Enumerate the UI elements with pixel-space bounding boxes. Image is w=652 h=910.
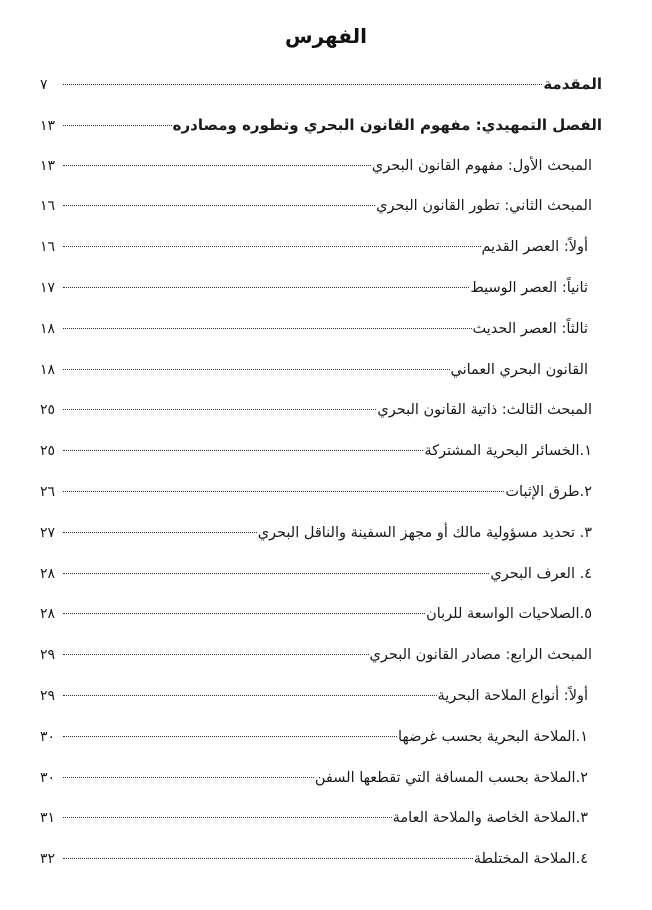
toc-entry-title: المبحث الرابع: مصادر القانون البحري bbox=[369, 647, 592, 664]
toc-entry-page-number: ١٣ bbox=[40, 157, 56, 174]
toc-entry-page-number: ٢٧ bbox=[40, 524, 56, 541]
toc-entry-page-number: ٣١ bbox=[40, 810, 56, 827]
toc-entry-title: المبحث الثاني: تطور القانون البحري bbox=[376, 198, 592, 215]
toc-entry-title: ثالثاً: العصر الحديث bbox=[472, 320, 588, 337]
dot-leader bbox=[63, 125, 172, 126]
toc-entry[interactable] bbox=[40, 635, 602, 676]
toc-entry-page-number: ٣٠ bbox=[40, 769, 56, 786]
toc-entry-title: المقدمة bbox=[543, 75, 602, 93]
toc-entry[interactable] bbox=[40, 758, 602, 799]
toc-entry[interactable] bbox=[40, 105, 602, 146]
toc-entry-title: القانون البحري العماني bbox=[450, 361, 588, 378]
toc-entry[interactable] bbox=[40, 472, 602, 513]
toc-entry[interactable] bbox=[40, 513, 602, 554]
dot-leader bbox=[63, 695, 437, 696]
toc-entry-title: ٥.الصلاحيات الواسعة للربان bbox=[426, 606, 592, 623]
toc-entry-page-number: ٧ bbox=[40, 77, 48, 93]
dot-leader bbox=[63, 613, 425, 614]
toc-entry-page-number: ٢٨ bbox=[40, 565, 56, 582]
toc-entry-page-number: ١٣ bbox=[40, 117, 56, 134]
dot-leader bbox=[63, 328, 472, 329]
dot-leader bbox=[63, 165, 371, 166]
toc-entry[interactable] bbox=[40, 227, 602, 268]
toc-entry[interactable] bbox=[40, 554, 602, 595]
toc-entry-page-number: ٢٨ bbox=[40, 606, 56, 623]
page-title: الفهرس bbox=[284, 24, 367, 48]
toc-entry-page-number: ٢٦ bbox=[40, 483, 56, 500]
toc-entry-title: ١.الخسائر البحرية المشتركة bbox=[424, 443, 592, 460]
toc-entry-page-number: ٢٥ bbox=[40, 402, 56, 419]
toc-entry[interactable] bbox=[40, 309, 602, 350]
dot-leader bbox=[63, 817, 392, 818]
toc-entry-title: ٢.طرق الإثبات bbox=[505, 483, 592, 500]
dot-leader bbox=[63, 654, 369, 655]
toc-entry[interactable] bbox=[40, 717, 602, 758]
toc-entry[interactable] bbox=[40, 390, 602, 431]
toc-entry[interactable] bbox=[40, 146, 602, 187]
dot-leader bbox=[63, 205, 375, 206]
toc-entry-title: ١.الملاحة البحرية بحسب غرضها bbox=[397, 728, 588, 745]
toc-entry-title: ٤. العرف البحري bbox=[490, 565, 592, 582]
dot-leader bbox=[63, 573, 489, 574]
toc-entry-page-number: ١٨ bbox=[40, 320, 56, 337]
toc-entry[interactable] bbox=[40, 268, 602, 309]
toc-entry-page-number: ١٧ bbox=[40, 279, 56, 296]
dot-leader bbox=[63, 736, 397, 737]
dot-leader bbox=[63, 491, 504, 492]
toc-entry-page-number: ٣٠ bbox=[40, 728, 56, 745]
toc-entry-title: ٣.الملاحة الخاصة والملاحة العامة bbox=[392, 810, 588, 827]
toc-entry-title: المبحث الأول: مفهوم القانون البحري bbox=[371, 157, 592, 174]
toc-entry-page-number: ٢٥ bbox=[40, 443, 56, 460]
toc-entry[interactable] bbox=[40, 594, 602, 635]
toc-entry[interactable] bbox=[40, 839, 602, 880]
toc-entry-title: ٤.الملاحة المختلطة bbox=[473, 851, 588, 868]
table-of-contents bbox=[40, 64, 602, 880]
toc-entry-title: ٢.الملاحة بحسب المسافة التي تقطعها السفن bbox=[314, 769, 588, 786]
toc-entry-title: المبحث الثالث: ذاتية القانون البحري bbox=[377, 402, 592, 419]
dot-leader bbox=[63, 287, 469, 288]
toc-entry[interactable] bbox=[40, 64, 602, 105]
toc-entry[interactable] bbox=[40, 798, 602, 839]
toc-entry-page-number: ٢٩ bbox=[40, 647, 56, 664]
toc-entry-page-number: ٢٩ bbox=[40, 687, 56, 704]
dot-leader bbox=[63, 246, 481, 247]
toc-entry-page-number: ١٦ bbox=[40, 198, 56, 215]
toc-entry-title: ثانياً: العصر الوسيط bbox=[470, 279, 588, 296]
dot-leader bbox=[63, 532, 257, 533]
toc-entry-title: ٣. تحديد مسؤولية مالك أو مجهز السفينة والناقل البحري bbox=[257, 524, 592, 541]
dot-leader bbox=[63, 450, 423, 451]
dot-leader bbox=[63, 369, 450, 370]
toc-entry-page-number: ١٦ bbox=[40, 239, 56, 256]
toc-entry-title: أولاً: العصر القديم bbox=[481, 239, 588, 256]
toc-entry-page-number: ٣٢ bbox=[40, 851, 56, 868]
toc-entry[interactable] bbox=[40, 676, 602, 717]
dot-leader bbox=[63, 858, 473, 859]
dot-leader bbox=[63, 409, 376, 410]
toc-entry-title: الفصل التمهيدي: مفهوم القانون البحري وتطوره ومصادره bbox=[172, 115, 602, 134]
dot-leader bbox=[63, 84, 542, 85]
toc-entry[interactable] bbox=[40, 431, 602, 472]
toc-entry-page-number: ١٨ bbox=[40, 361, 56, 378]
toc-entry[interactable] bbox=[40, 350, 602, 391]
toc-entry-title: أولاً: أنواع الملاحة البحرية bbox=[437, 687, 588, 704]
dot-leader bbox=[63, 777, 314, 778]
toc-entry[interactable] bbox=[40, 186, 602, 227]
